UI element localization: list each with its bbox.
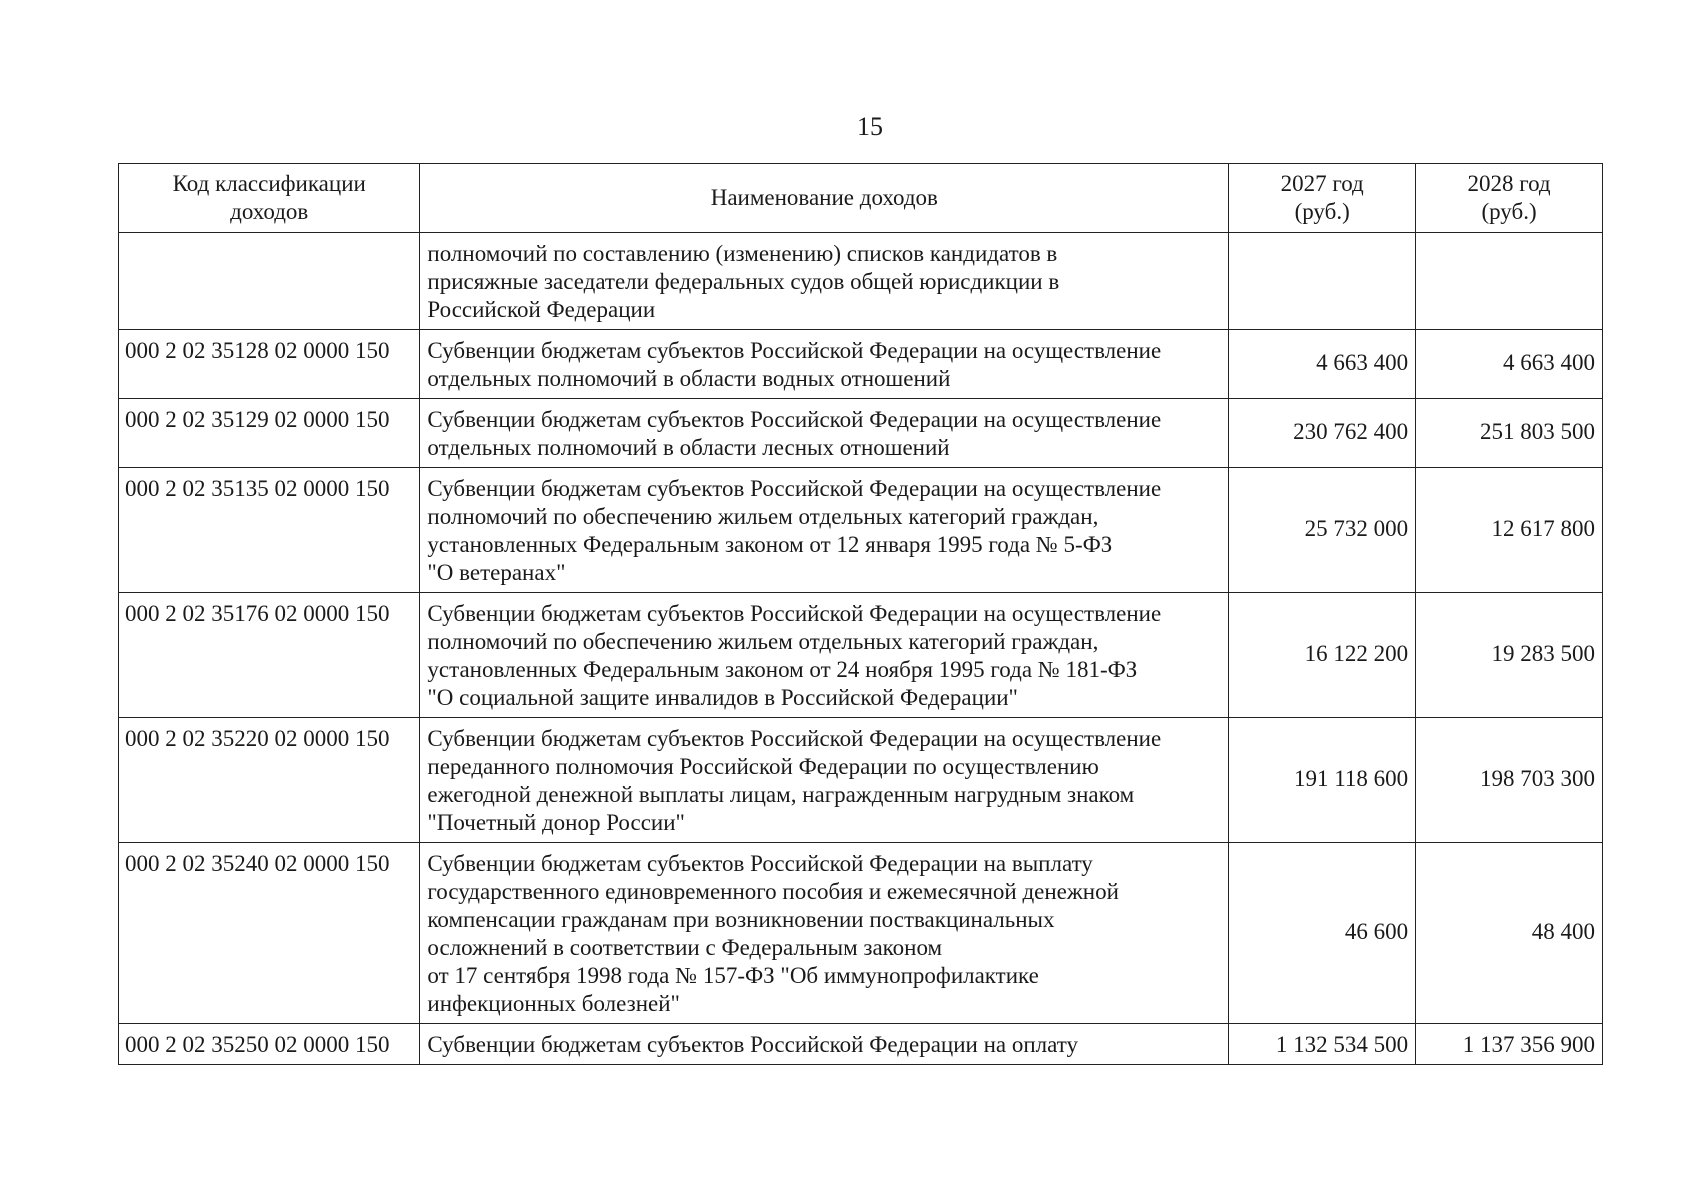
revenue-name-line: инфекционных болезней"	[427, 991, 680, 1016]
revenue-name-line: "О социальной защите инвалидов в Российской Федерации"	[427, 685, 1018, 710]
amount-2027-cell: 46 600	[1229, 843, 1416, 1024]
revenue-name-line: Субвенции бюджетам субъектов Российской Федерации на осуществление	[427, 601, 1162, 626]
header-year-2027: 2027 год (руб.)	[1229, 164, 1416, 233]
revenue-code-cell	[119, 233, 420, 330]
amount-2027-cell	[1229, 233, 1416, 330]
amount-2028-cell	[1416, 233, 1603, 330]
revenue-name-cell	[420, 843, 1229, 1024]
table-row	[119, 1024, 1603, 1065]
amount-2028-cell: 4 663 400	[1416, 330, 1603, 399]
revenue-name-line: компенсации гражданам при возникновении поствакцинальных	[427, 907, 1055, 932]
revenue-name-cell	[420, 593, 1229, 718]
revenue-code-cell: 000 2 02 35176 02 0000 150	[119, 593, 420, 718]
header-year-2028: 2028 год (руб.)	[1416, 164, 1603, 233]
revenue-name-cell	[420, 1024, 1229, 1065]
revenue-name-line: переданного полномочия Российской Федерации по осуществлению	[427, 754, 1099, 779]
revenue-name-line: Субвенции бюджетам субъектов Российской Федерации на оплату	[427, 1032, 1078, 1057]
table-row	[119, 718, 1603, 843]
revenue-name-line: полномочий по составлению (изменению) списков кандидатов в	[427, 241, 1058, 266]
amount-2027-cell: 191 118 600	[1229, 718, 1416, 843]
amount-2028-cell: 251 803 500	[1416, 399, 1603, 468]
amount-2027-cell: 4 663 400	[1229, 330, 1416, 399]
revenue-name-cell	[420, 330, 1229, 399]
revenue-name-line: установленных Федеральным законом от 24 ноября 1995 года № 181-ФЗ	[427, 657, 1138, 682]
amount-2028-cell: 198 703 300	[1416, 718, 1603, 843]
revenue-table	[118, 163, 1603, 1065]
revenue-code-cell: 000 2 02 35240 02 0000 150	[119, 843, 420, 1024]
amount-2028-cell: 48 400	[1416, 843, 1603, 1024]
revenue-name-line: установленных Федеральным законом от 12 января 1995 года № 5-ФЗ	[427, 532, 1113, 557]
amount-2028-cell: 1 137 356 900	[1416, 1024, 1603, 1065]
revenue-name-line: полномочий по обеспечению жильем отдельных категорий граждан,	[427, 629, 1099, 654]
revenue-code-cell: 000 2 02 35135 02 0000 150	[119, 468, 420, 593]
amount-2028-cell: 19 283 500	[1416, 593, 1603, 718]
revenue-name-line: Субвенции бюджетам субъектов Российской Федерации на осуществление	[427, 726, 1162, 751]
revenue-name-line: Субвенции бюджетам субъектов Российской Федерации на осуществление	[427, 338, 1162, 363]
revenue-name-line: Субвенции бюджетам субъектов Российской Федерации на осуществление	[427, 476, 1162, 501]
table-row	[119, 233, 1603, 330]
revenue-name-line: государственного единовременного пособия и ежемесячной денежной	[427, 879, 1119, 904]
revenue-name-line: полномочий по обеспечению жильем отдельных категорий граждан,	[427, 504, 1099, 529]
revenue-name-line: Субвенции бюджетам субъектов Российской Федерации на выплату	[427, 851, 1093, 876]
revenue-code-cell: 000 2 02 35128 02 0000 150	[119, 330, 420, 399]
table-row	[119, 399, 1603, 468]
revenue-name-line: осложнений в соответствии с Федеральным законом	[427, 935, 943, 960]
amount-2028-cell: 12 617 800	[1416, 468, 1603, 593]
revenue-code-cell: 000 2 02 35250 02 0000 150	[119, 1024, 420, 1065]
revenue-name-cell	[420, 468, 1229, 593]
page-number: 15	[857, 112, 883, 141]
amount-2027-cell: 1 132 534 500	[1229, 1024, 1416, 1065]
amount-2027-cell: 230 762 400	[1229, 399, 1416, 468]
revenue-name-line: Субвенции бюджетам субъектов Российской Федерации на осуществление	[427, 407, 1162, 432]
amount-2027-cell: 16 122 200	[1229, 593, 1416, 718]
table-row	[119, 843, 1603, 1024]
revenue-code-cell: 000 2 02 35129 02 0000 150	[119, 399, 420, 468]
revenue-name-cell	[420, 233, 1229, 330]
revenue-name-line: от 17 сентября 1998 года № 157-ФЗ "Об иммунопрофилактике	[427, 963, 1039, 988]
revenue-code-cell: 000 2 02 35220 02 0000 150	[119, 718, 420, 843]
revenue-name-line: отдельных полномочий в области водных отношений	[427, 366, 951, 391]
table-row	[119, 330, 1603, 399]
header-code: Код классификации доходов	[119, 164, 420, 233]
table-row	[119, 593, 1603, 718]
header-name: Наименование доходов	[420, 164, 1229, 233]
revenue-name-cell	[420, 399, 1229, 468]
revenue-name-cell	[420, 718, 1229, 843]
table-row	[119, 468, 1603, 593]
revenue-name-line: Российской Федерации	[427, 297, 656, 322]
revenue-name-line: "О ветеранах"	[427, 560, 566, 585]
revenue-name-line: присяжные заседатели федеральных судов общей юрисдикции в	[427, 269, 1060, 294]
revenue-name-line: ежегодной денежной выплаты лицам, награжденным нагрудным знаком	[427, 782, 1135, 807]
table-header-row	[119, 164, 1603, 233]
revenue-name-line: отдельных полномочий в области лесных отношений	[427, 435, 950, 460]
revenue-name-line: "Почетный донор России"	[427, 810, 685, 835]
amount-2027-cell: 25 732 000	[1229, 468, 1416, 593]
table-body	[119, 233, 1603, 1065]
